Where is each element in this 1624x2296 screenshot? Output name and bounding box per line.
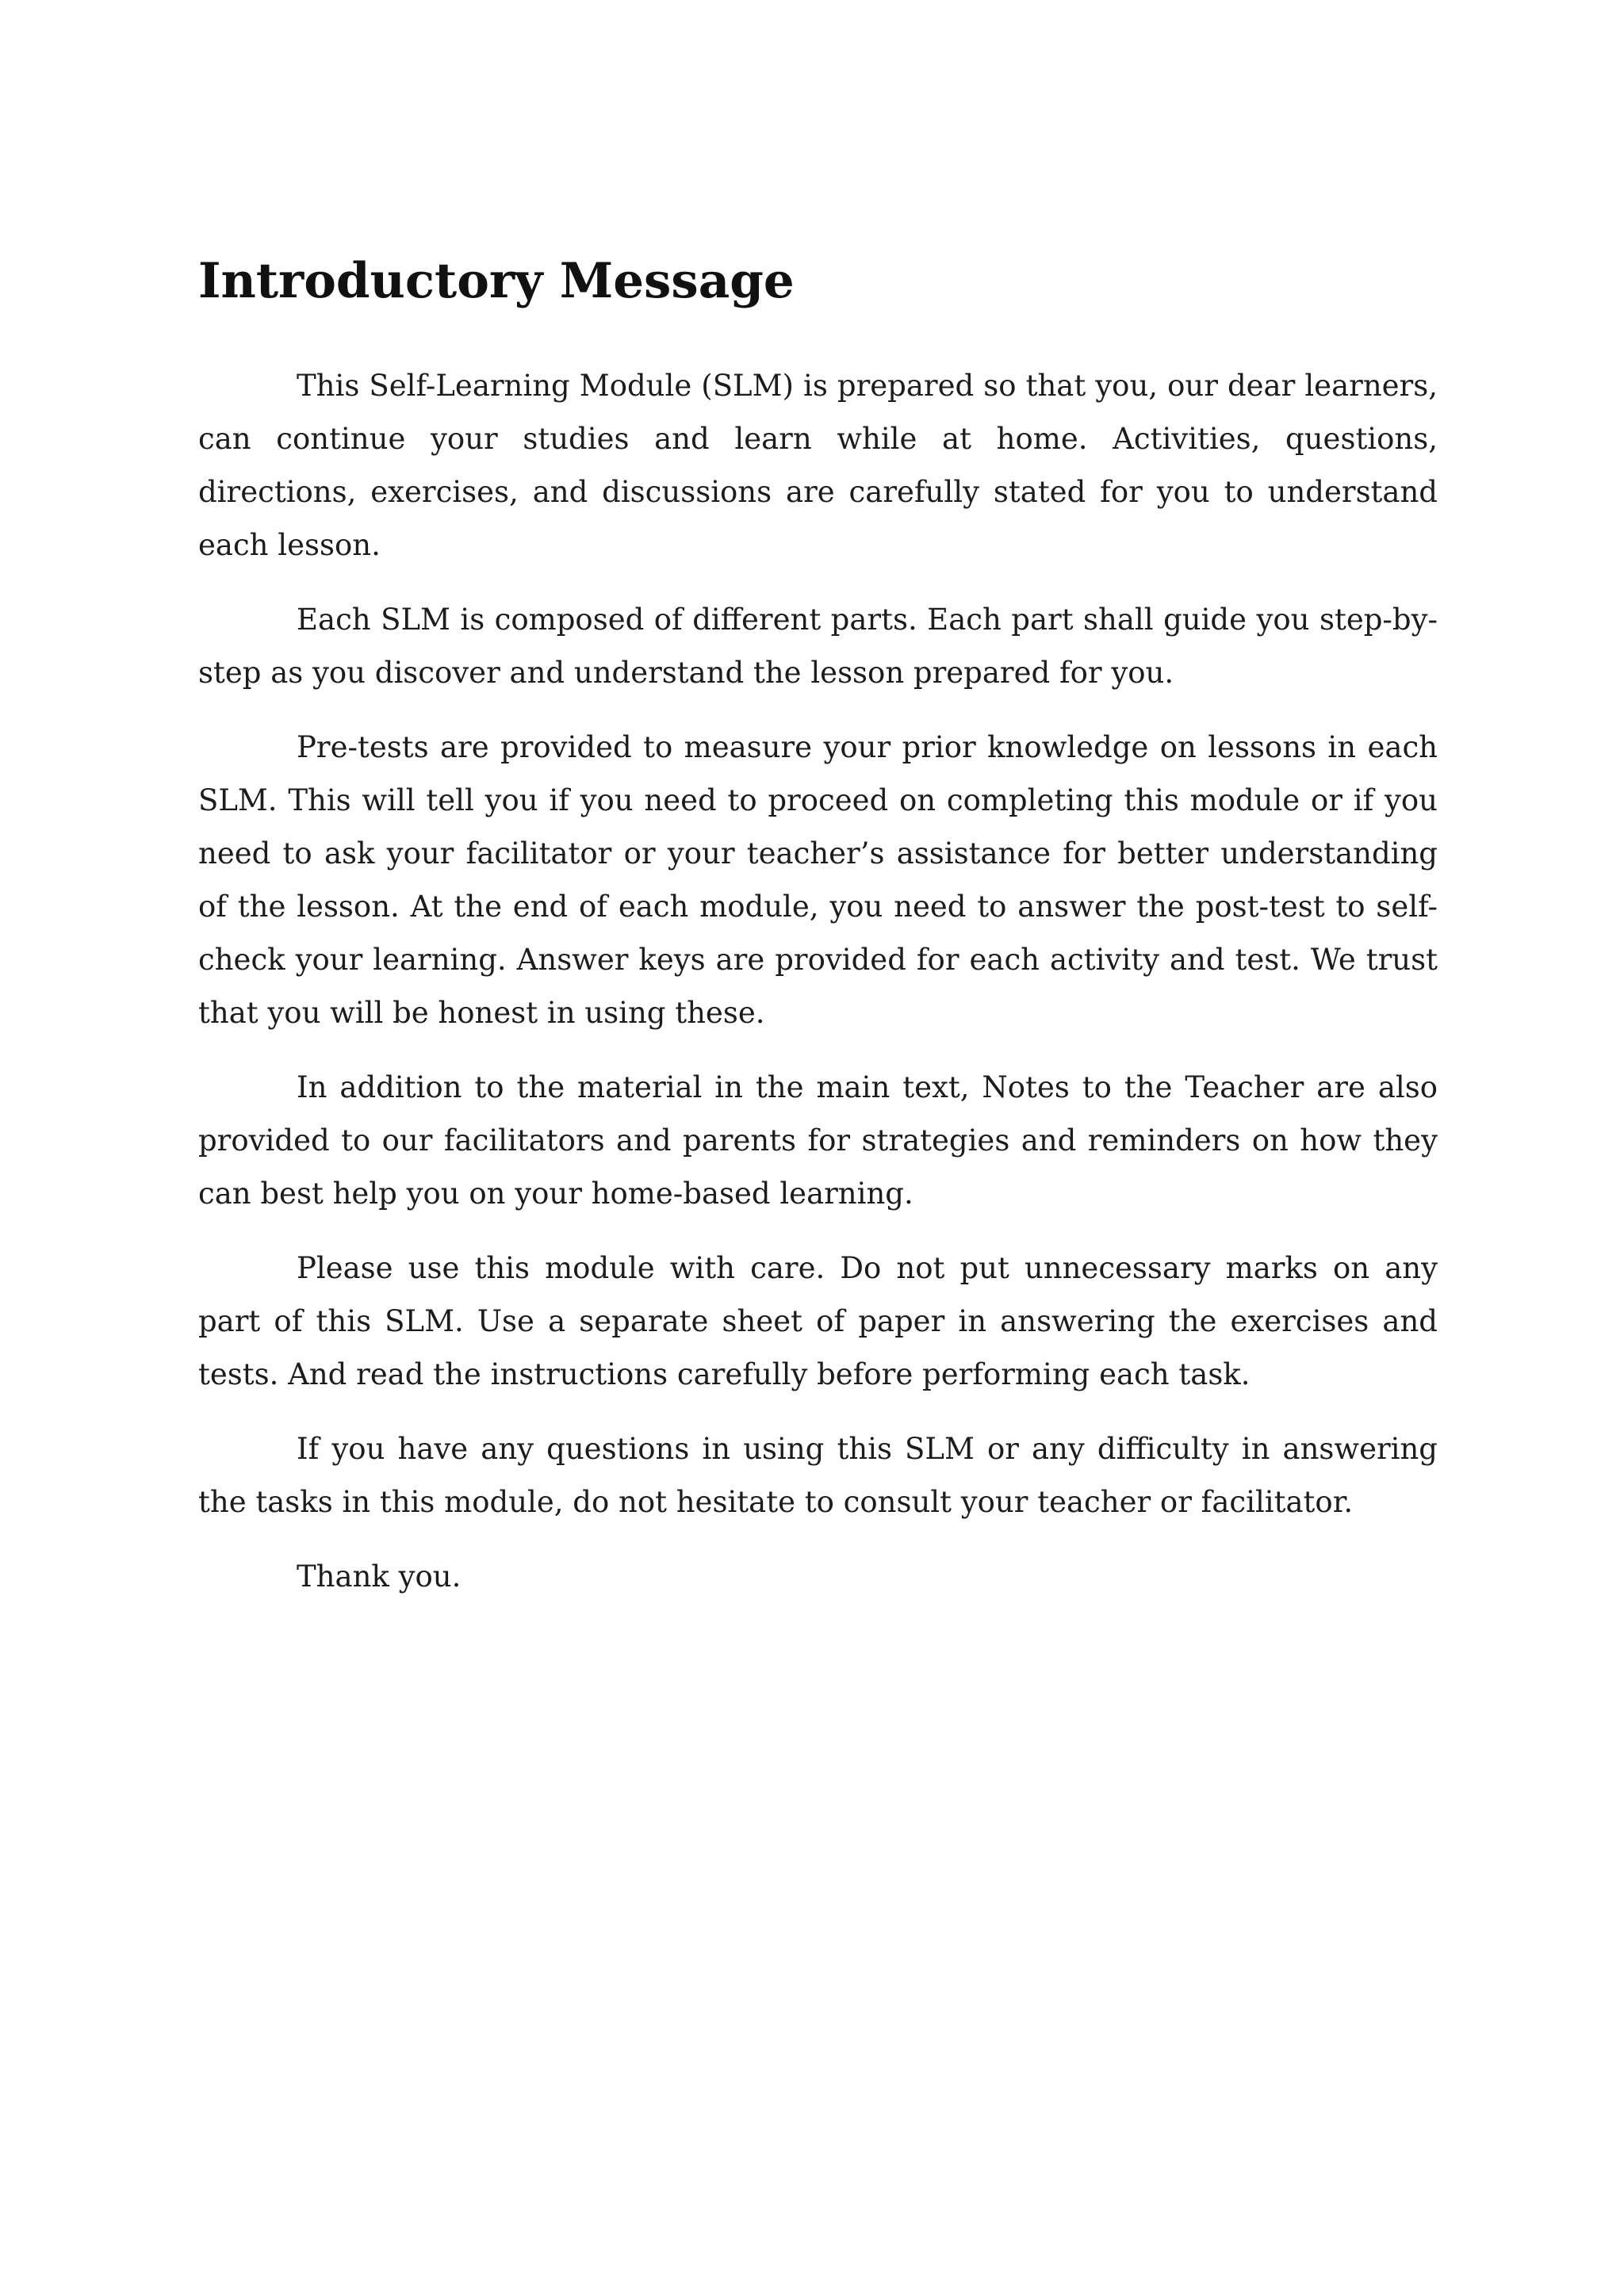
paragraph-thank-you: Thank you.	[297, 1559, 462, 1594]
paragraph-notes-to-teacher: In addition to the material in the main text, Notes to the Teacher are also provided to our facilitators and parents for strategies and reminders on how they can best help you on your home-based learning.	[198, 1070, 1438, 1211]
paragraph-slm-parts: Each SLM is composed of different parts. Each part shall guide you step-by-step as you discover and understand the lesson prepared for you.	[198, 603, 1438, 691]
paragraph-introduction: This Self-Learning Module (SLM) is prepared so that you, our dear learners, can continue your studies and learn while at home. Activities, questions, directions, exercises, and discussions are carefully stated for you to understand each lesson.	[198, 369, 1438, 563]
paragraph-pre-tests: Pre-tests are provided to measure your prior knowledge on lessons in each SLM. This will tell you if you need to proceed on completing this module or if you need to ask your facilitator or your teacher’s assistance for better understanding of the lesson. At the end of each module, you need to answer the post-test to self-check your learning. Answer keys are provided for each activity and test. We trust that you will be honest in using these.	[198, 730, 1438, 1031]
page-title: Introductory Message	[198, 253, 795, 309]
paragraph-questions: If you have any questions in using this SLM or any difficulty in answering the tasks in this module, do not hesitate to consult your teacher or facilitator.	[198, 1432, 1438, 1520]
paragraph-use-with-care: Please use this module with care. Do not put unnecessary marks on any part of this SLM. Use a separate sheet of paper in answering the exercises and tests. And read the instructions carefully before performing each task.	[198, 1251, 1438, 1392]
document-body	[198, 252, 1438, 1624]
